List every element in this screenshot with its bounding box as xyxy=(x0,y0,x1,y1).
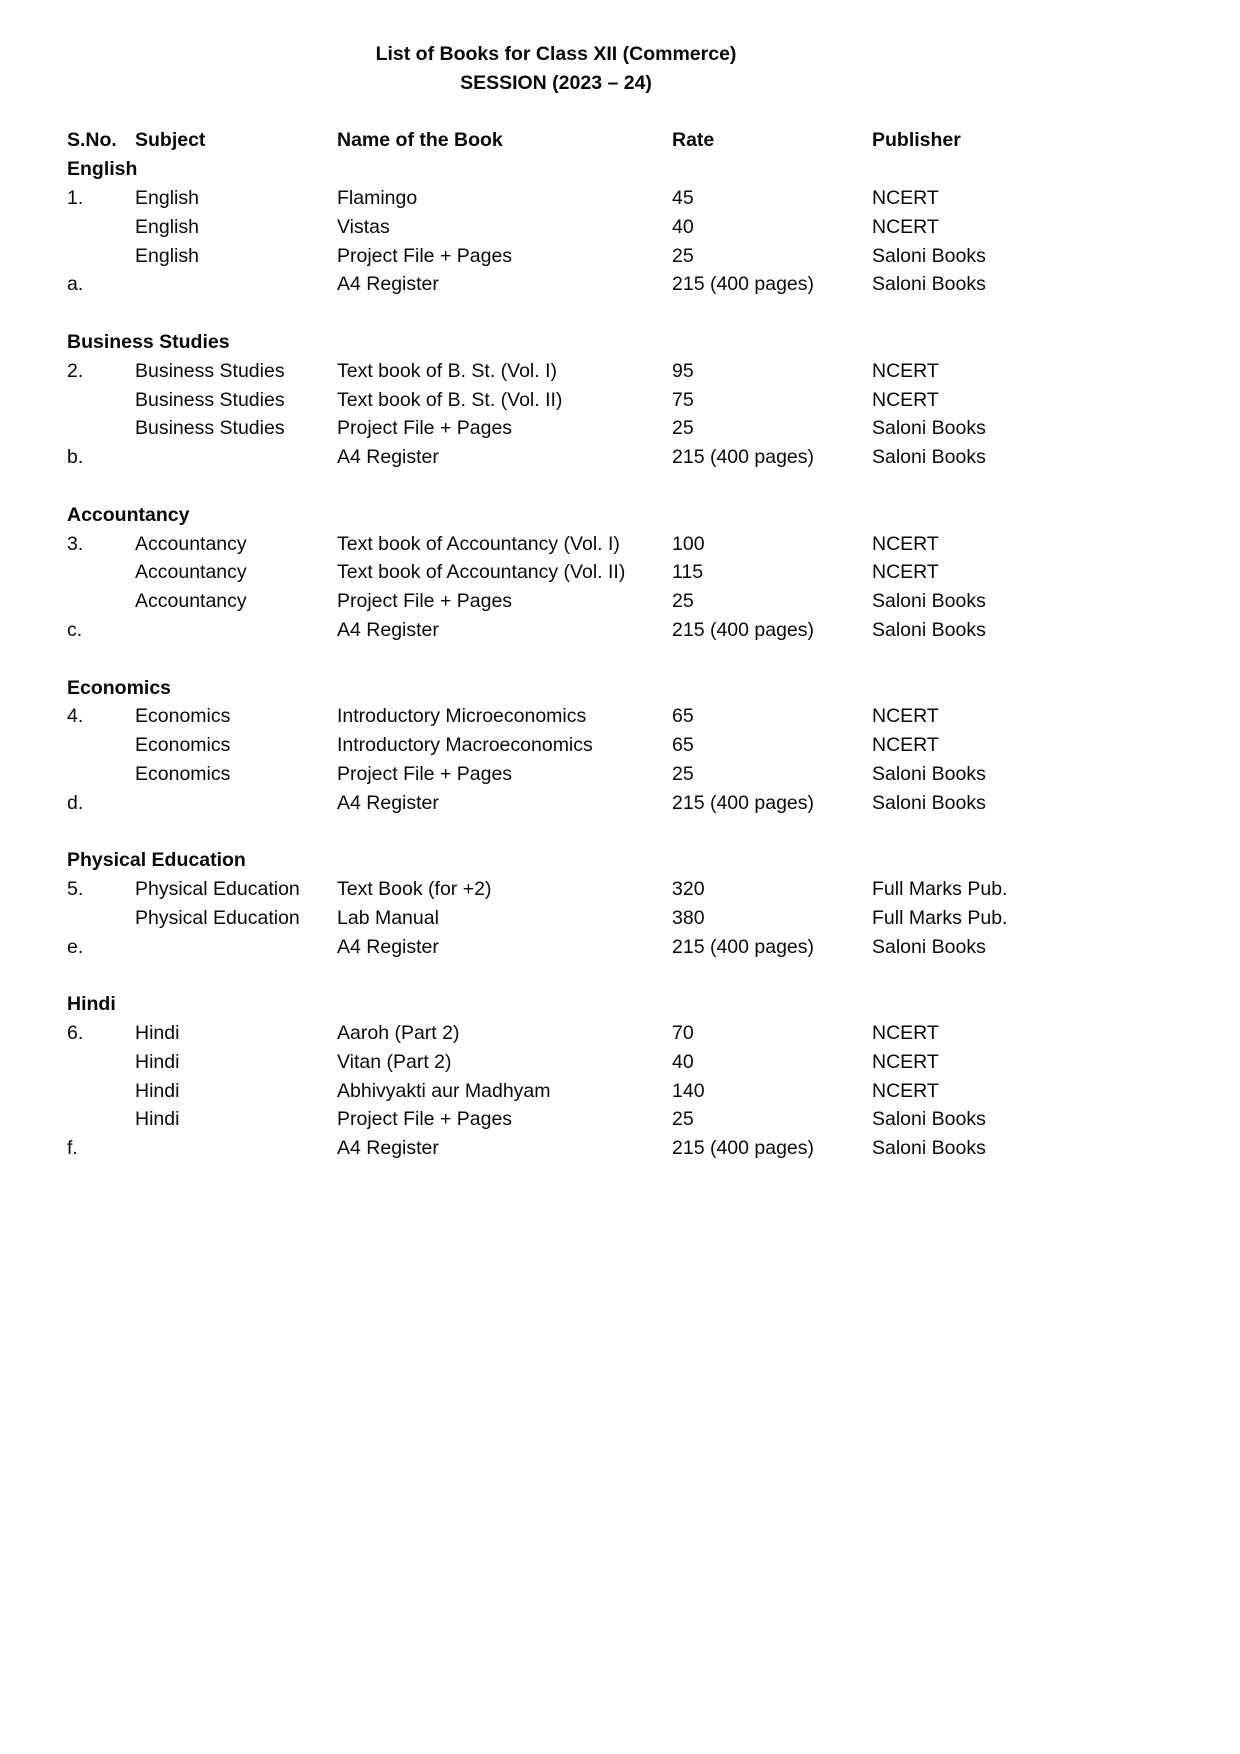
book-row xyxy=(67,184,1167,213)
book-cell: Project File + Pages xyxy=(337,244,513,267)
book-cell: Abhivyakti aur Madhyam xyxy=(337,1079,551,1102)
sno-cell: 4. xyxy=(67,705,84,728)
publisher-cell: Saloni Books xyxy=(872,590,986,613)
book-cell: A4 Register xyxy=(337,791,439,814)
section-header: Hindi xyxy=(67,993,116,1016)
book-row xyxy=(67,357,1167,386)
subject-cell: Accountancy xyxy=(135,532,247,555)
book-cell: A4 Register xyxy=(337,446,439,469)
sno-cell xyxy=(67,1077,135,1106)
sno-cell xyxy=(67,731,135,760)
section-header: Economics xyxy=(67,676,172,699)
book-row xyxy=(67,414,1167,443)
book-cell: Vitan (Part 2) xyxy=(337,1050,452,1073)
subject-cell: Hindi xyxy=(135,1108,180,1131)
rate-cell: 215 (400 pages) xyxy=(672,446,815,469)
publisher-cell: Saloni Books xyxy=(872,273,986,296)
book-row xyxy=(67,386,1167,415)
sno-cell xyxy=(67,213,135,242)
rate-cell: 215 (400 pages) xyxy=(672,935,815,958)
book-cell: A4 Register xyxy=(337,273,439,296)
subject-cell: English xyxy=(135,215,199,238)
book-row xyxy=(67,443,1167,472)
publisher-cell: Saloni Books xyxy=(872,935,986,958)
publisher-cell: NCERT xyxy=(872,1022,939,1045)
book-cell: Text book of Accountancy (Vol. I) xyxy=(337,532,620,555)
subject-cell: Economics xyxy=(135,705,231,728)
spacer-line xyxy=(67,962,1167,991)
subject-cell: Economics xyxy=(135,762,231,785)
sno-cell: 5. xyxy=(67,878,84,901)
publisher-cell: NCERT xyxy=(872,186,939,209)
book-header: Name of the Book xyxy=(337,129,503,152)
subject-cell: Business Studies xyxy=(135,417,285,440)
publisher-cell: Saloni Books xyxy=(872,446,986,469)
book-row xyxy=(67,933,1167,962)
sno-cell xyxy=(67,386,135,415)
rate-cell: 115 xyxy=(672,561,704,584)
publisher-cell: NCERT xyxy=(872,734,939,757)
spacer-line xyxy=(67,645,1167,674)
sno-cell: 2. xyxy=(67,359,84,382)
publisher-header: Publisher xyxy=(872,129,961,152)
rate-cell: 75 xyxy=(672,388,694,411)
book-cell: Project File + Pages xyxy=(337,762,513,785)
rate-cell: 215 (400 pages) xyxy=(672,1137,815,1160)
book-cell: A4 Register xyxy=(337,935,439,958)
subject-cell xyxy=(135,1134,337,1163)
book-row xyxy=(67,731,1167,760)
sno-cell: 6. xyxy=(67,1022,84,1045)
publisher-cell: Saloni Books xyxy=(872,417,986,440)
subject-cell xyxy=(135,616,337,645)
book-row xyxy=(67,1077,1167,1106)
title-block xyxy=(67,40,1045,98)
sno-cell xyxy=(67,904,135,933)
sno-cell: e. xyxy=(67,935,84,958)
section-header: Physical Education xyxy=(67,849,246,872)
rate-cell: 140 xyxy=(672,1079,705,1102)
subject-cell: English xyxy=(135,186,199,209)
book-row xyxy=(67,587,1167,616)
book-cell: Project File + Pages xyxy=(337,1108,513,1131)
publisher-cell: Saloni Books xyxy=(872,244,986,267)
sno-cell xyxy=(67,587,135,616)
sno-cell xyxy=(67,242,135,271)
book-row xyxy=(67,1019,1167,1048)
spacer-line xyxy=(67,299,1167,328)
book-row xyxy=(67,213,1167,242)
book-row xyxy=(67,789,1167,818)
subject-cell: English xyxy=(135,244,199,267)
book-row xyxy=(67,904,1167,933)
sno-cell xyxy=(67,1048,135,1077)
book-row xyxy=(67,616,1167,645)
section-header: English xyxy=(67,158,138,181)
book-cell: Text book of Accountancy (Vol. II) xyxy=(337,561,626,584)
subject-cell xyxy=(135,443,337,472)
book-cell: A4 Register xyxy=(337,618,439,641)
subject-cell: Hindi xyxy=(135,1022,180,1045)
book-row xyxy=(67,702,1167,731)
subject-cell: Business Studies xyxy=(135,388,285,411)
subject-cell: Accountancy xyxy=(135,590,247,613)
section-header: Business Studies xyxy=(67,330,230,353)
publisher-cell: NCERT xyxy=(872,388,939,411)
sno-cell xyxy=(67,1105,135,1134)
rate-cell: 95 xyxy=(672,359,694,382)
subject-cell: Hindi xyxy=(135,1050,180,1073)
rate-cell: 25 xyxy=(672,590,694,613)
book-cell: Project File + Pages xyxy=(337,417,513,440)
rate-cell: 65 xyxy=(672,705,694,728)
rate-cell: 25 xyxy=(672,762,694,785)
rate-cell: 45 xyxy=(672,186,694,209)
rate-cell: 25 xyxy=(672,244,694,267)
sno-cell: f. xyxy=(67,1137,78,1160)
book-cell: Vistas xyxy=(337,215,390,238)
subject-header: Subject xyxy=(135,129,206,152)
sno-cell: d. xyxy=(67,791,84,814)
document-subtitle: SESSION (2023 – 24) xyxy=(460,71,652,94)
book-row xyxy=(67,1134,1167,1163)
publisher-cell: NCERT xyxy=(872,532,939,555)
book-row xyxy=(67,1105,1167,1134)
rate-cell: 40 xyxy=(672,1050,694,1073)
book-cell: Lab Manual xyxy=(337,906,439,929)
book-row xyxy=(67,530,1167,559)
book-row xyxy=(67,875,1167,904)
spacer-line xyxy=(67,472,1167,501)
rate-cell: 215 (400 pages) xyxy=(672,791,815,814)
rate-cell: 40 xyxy=(672,215,694,238)
sno-cell: 1. xyxy=(67,186,84,209)
book-cell: Text book of B. St. (Vol. I) xyxy=(337,359,558,382)
table-header-row xyxy=(67,126,1167,155)
spacer-line xyxy=(67,818,1167,847)
sno-cell: a. xyxy=(67,273,84,296)
book-cell: Introductory Macroeconomics xyxy=(337,734,593,757)
publisher-cell: NCERT xyxy=(872,215,939,238)
publisher-cell: Saloni Books xyxy=(872,791,986,814)
subject-cell xyxy=(135,270,337,299)
publisher-cell: Full Marks Pub. xyxy=(872,906,1008,929)
book-cell: Text book of B. St. (Vol. II) xyxy=(337,388,563,411)
rate-header: Rate xyxy=(672,129,715,152)
rate-cell: 70 xyxy=(672,1022,694,1045)
book-cell: Introductory Microeconomics xyxy=(337,705,587,728)
rate-cell: 100 xyxy=(672,532,705,555)
subject-cell: Accountancy xyxy=(135,561,247,584)
book-row xyxy=(67,760,1167,789)
publisher-cell: Saloni Books xyxy=(872,618,986,641)
rate-cell: 215 (400 pages) xyxy=(672,618,815,641)
rate-cell: 65 xyxy=(672,734,694,757)
publisher-cell: NCERT xyxy=(872,561,939,584)
rate-cell: 320 xyxy=(672,878,705,901)
book-cell: A4 Register xyxy=(337,1137,439,1160)
book-cell: Project File + Pages xyxy=(337,590,513,613)
publisher-cell: NCERT xyxy=(872,1079,939,1102)
rate-cell: 25 xyxy=(672,1108,694,1131)
book-cell: Aaroh (Part 2) xyxy=(337,1022,460,1045)
book-row xyxy=(67,270,1167,299)
subject-cell: Business Studies xyxy=(135,359,285,382)
subject-cell: Economics xyxy=(135,734,231,757)
publisher-cell: Saloni Books xyxy=(872,762,986,785)
rate-cell: 380 xyxy=(672,906,705,929)
subject-cell: Hindi xyxy=(135,1079,180,1102)
book-row xyxy=(67,558,1167,587)
sno-cell: 3. xyxy=(67,532,84,555)
publisher-cell: NCERT xyxy=(872,359,939,382)
subject-cell: Physical Education xyxy=(135,878,300,901)
subject-cell: Physical Education xyxy=(135,906,300,929)
book-row xyxy=(67,242,1167,271)
subject-cell xyxy=(135,789,337,818)
publisher-cell: NCERT xyxy=(872,705,939,728)
book-cell: Text Book (for +2) xyxy=(337,878,492,901)
publisher-cell: Saloni Books xyxy=(872,1137,986,1160)
subject-cell xyxy=(135,933,337,962)
sno-cell xyxy=(67,414,135,443)
sno-cell xyxy=(67,760,135,789)
book-cell: Flamingo xyxy=(337,186,418,209)
book-list-table xyxy=(67,126,1167,1163)
rate-cell: 25 xyxy=(672,417,694,440)
book-row xyxy=(67,1048,1167,1077)
section-header: Accountancy xyxy=(67,503,190,526)
rate-cell: 215 (400 pages) xyxy=(672,273,815,296)
publisher-cell: NCERT xyxy=(872,1050,939,1073)
sno-cell: b. xyxy=(67,446,84,469)
sno-header: S.No. xyxy=(67,129,117,152)
sno-cell xyxy=(67,558,135,587)
document-title: List of Books for Class XII (Commerce) xyxy=(375,43,737,65)
sno-cell: c. xyxy=(67,618,83,641)
publisher-cell: Saloni Books xyxy=(872,1108,986,1131)
publisher-cell: Full Marks Pub. xyxy=(872,878,1008,901)
